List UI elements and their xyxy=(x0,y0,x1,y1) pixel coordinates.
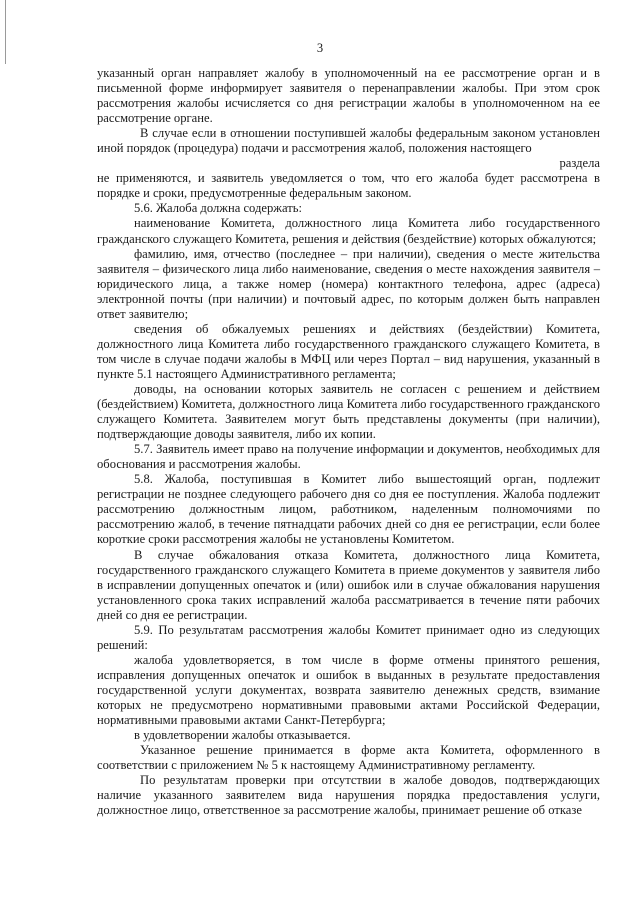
paragraph-arguments: доводы, на основании которых заявитель не согласен с решением и действием (бездействием) Комитета, должностного лица Комитета либо государственного гражданского служащего Комитета. Заявителем могут быть представлены документы (при наличии), подтверждающие доводы заявителя, либо их копии. xyxy=(97,381,600,442)
paragraph-5-7: 5.7. Заявитель имеет право на получение информации и документов, необходимых для обоснования и рассмотрения жалобы. xyxy=(97,442,600,472)
paragraph-5-8: 5.8. Жалоба, поступившая в Комитет либо вышестоящий орган, подлежит регистрации не позднее следующего рабочего дня со дня ее поступления. Жалоба подлежит рассмотрению должностным лицом, работником, наделенным полномочиями по рассмотрению жалоб, в течение пятнадцати рабочих дней со дня ее регистрации, если более короткие сроки рассмотрения жалобы не установлены Комитетом. xyxy=(97,472,600,547)
paragraph-redirect-complaint: указанный орган направляет жалобу в уполномоченный на ее рассмотрение орган и в письменной форме информирует заявителя о перенаправлении жалобы. При этом срок рассмотрения жалобы исчисляется со дня регистрации жалобы в уполномоченном на ее рассмотрение органе. xyxy=(97,66,600,126)
paragraph-not-applied: не применяются, и заявитель уведомляется о том, что его жалоба будет рассмотрена в порядке и сроки, предусмотренные федеральным законом. xyxy=(97,171,600,201)
paragraph-5-6-heading: 5.6. Жалоба должна содержать: xyxy=(134,201,302,216)
paragraph-complaint-satisfied: жалоба удовлетворяется, в том числе в форме отмены принятого решения, исправления допущенных опечаток и ошибок в выданных в результате предоставления государственной услуги документах, возврата заявителю денежных средств, взимание которых не предусмотрено нормативными правовыми актами Российской Федерации, нормативными правовыми актами Санкт-Петербурга; xyxy=(97,652,600,728)
paragraph-section-word: раздела xyxy=(559,156,600,171)
paragraph-decision-form: Указанное решение принимается в форме акта Комитета, оформленного в соответствии с приложением № 5 к настоящему Административному регламенту. xyxy=(97,743,600,773)
paragraph-5-9: 5.9. По результатам рассмотрения жалобы Комитет принимает одно из следующих решений: xyxy=(97,622,600,652)
page-body xyxy=(97,66,600,818)
paragraph-committee-name: наименование Комитета, должностного лица Комитета либо государственного гражданского служащего Комитета, решения и действия (бездействие) которых обжалуются; xyxy=(97,216,600,246)
paragraph-refusal-appeal: В случае обжалования отказа Комитета, должностного лица Комитета, государственного гражданского служащего Комитета в приеме документов у заявителя либо в исправлении допущенных опечаток и (или) ошибок или в случае обжалования нарушения установленного срока таких исправлений жалоба рассматривается в течение пяти рабочих дней со дня ее регистрации. xyxy=(97,547,600,622)
paragraph-federal-law-case: В случае если в отношении поступившей жалобы федеральным законом установлен иной порядок (процедура) подачи и рассмотрения жалоб, положения настоящего xyxy=(97,126,600,156)
page-number: 3 xyxy=(316,41,324,55)
paragraph-applicant-details: фамилию, имя, отчество (последнее – при наличии), сведения о месте жительства заявителя – физического лица либо наименование, сведения о месте нахождения заявителя – юридического лица, а также номер (номера) контактного телефона, адрес (адреса) электронной почты (при наличии) и почтовый адрес, по которым должен быть направлен ответ заявителю; xyxy=(97,246,600,321)
paragraph-appealed-decisions: сведения об обжалуемых решениях и действиях (бездействии) Комитета, должностного лица Комитета либо государственного гражданского служащего Комитета, в том числе в случае подачи жалобы в МФЦ или через Портал – вид нарушения, указанный в пункте 5.1 настоящего Административного регламента; xyxy=(97,321,600,381)
paragraph-complaint-refused: в удовлетворении жалобы отказывается. xyxy=(134,728,351,743)
paragraph-verification-results: По результатам проверки при отсутствии в жалобе доводов, подтверждающих наличие указанного заявителем вида нарушения порядка предоставления услуги, должностное лицо, ответственное за рассмотрение жалобы, принимает решение об отказе xyxy=(97,773,600,818)
